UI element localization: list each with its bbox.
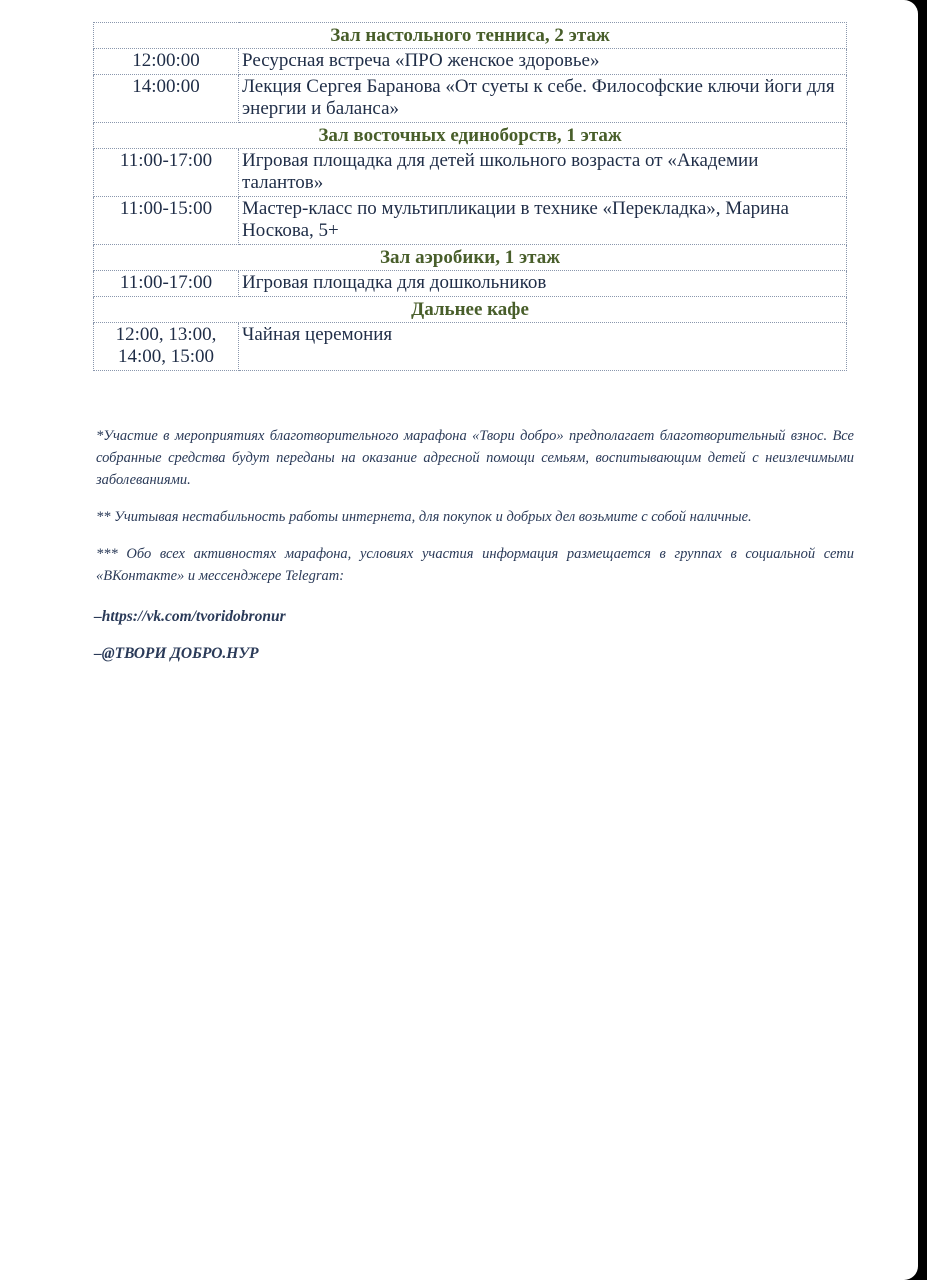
hall-heading: Дальнее кафе: [94, 297, 847, 323]
event-time: 11:00-17:00: [94, 271, 239, 297]
footnote-cash: ** Учитывая нестабильность работы интернета, для покупок и добрых дел возьмите с собой наличные.: [96, 509, 752, 525]
hall-heading: Зал настольного тенниса, 2 этаж: [94, 23, 847, 49]
event-time: 12:00:00: [94, 49, 239, 75]
hall-row: [94, 297, 847, 323]
hall-heading: Зал аэробики, 1 этаж: [94, 245, 847, 271]
event-title: Ресурсная встреча «ПРО женское здоровье»: [239, 49, 847, 75]
hall-row: [94, 23, 847, 49]
footnote-info: *** Обо всех активностях марафона, условиях участия информация размещается в группах в социальной сети «ВКонтакте» и мессенджере Telegram:: [96, 546, 854, 584]
vk-link[interactable]: –https://vk.com/tvoridobronur: [94, 608, 286, 625]
schedule-table: [93, 22, 847, 371]
event-title: Мастер-класс по мультипликации в технике «Перекладка», Марина Носкова, 5+: [239, 197, 847, 245]
footnote-donation: *Участие в мероприятиях благотворительного марафона «Твори добро» предполагает благотворительный взнос. Все собранные средства будут переданы на оказание адресной помощи семьям, воспитывающим детей с неизлечимыми заболеваниями.: [96, 428, 854, 488]
event-row: [94, 323, 847, 371]
event-row: [94, 75, 847, 123]
event-row: [94, 271, 847, 297]
event-time: 12:00, 13:00, 14:00, 15:00: [94, 323, 239, 371]
event-time: 11:00-17:00: [94, 149, 239, 197]
footnotes: [96, 425, 854, 602]
hall-heading: Зал восточных единоборств, 1 этаж: [94, 123, 847, 149]
event-row: [94, 197, 847, 245]
event-title: Игровая площадка для дошкольников: [239, 271, 847, 297]
event-title: Чайная церемония: [239, 323, 847, 371]
event-time: 14:00:00: [94, 75, 239, 123]
telegram-link[interactable]: –@ТВОРИ ДОБРО.НУР: [94, 645, 259, 662]
event-title: Игровая площадка для детей школьного возраста от «Академии талантов»: [239, 149, 847, 197]
event-row: [94, 49, 847, 75]
hall-row: [94, 245, 847, 271]
hall-row: [94, 123, 847, 149]
event-title: Лекция Сергея Баранова «От суеты к себе. Философские ключи йоги для энергии и баланса»: [239, 75, 847, 123]
social-links: [94, 604, 286, 678]
event-row: [94, 149, 847, 197]
event-time: 11:00-15:00: [94, 197, 239, 245]
